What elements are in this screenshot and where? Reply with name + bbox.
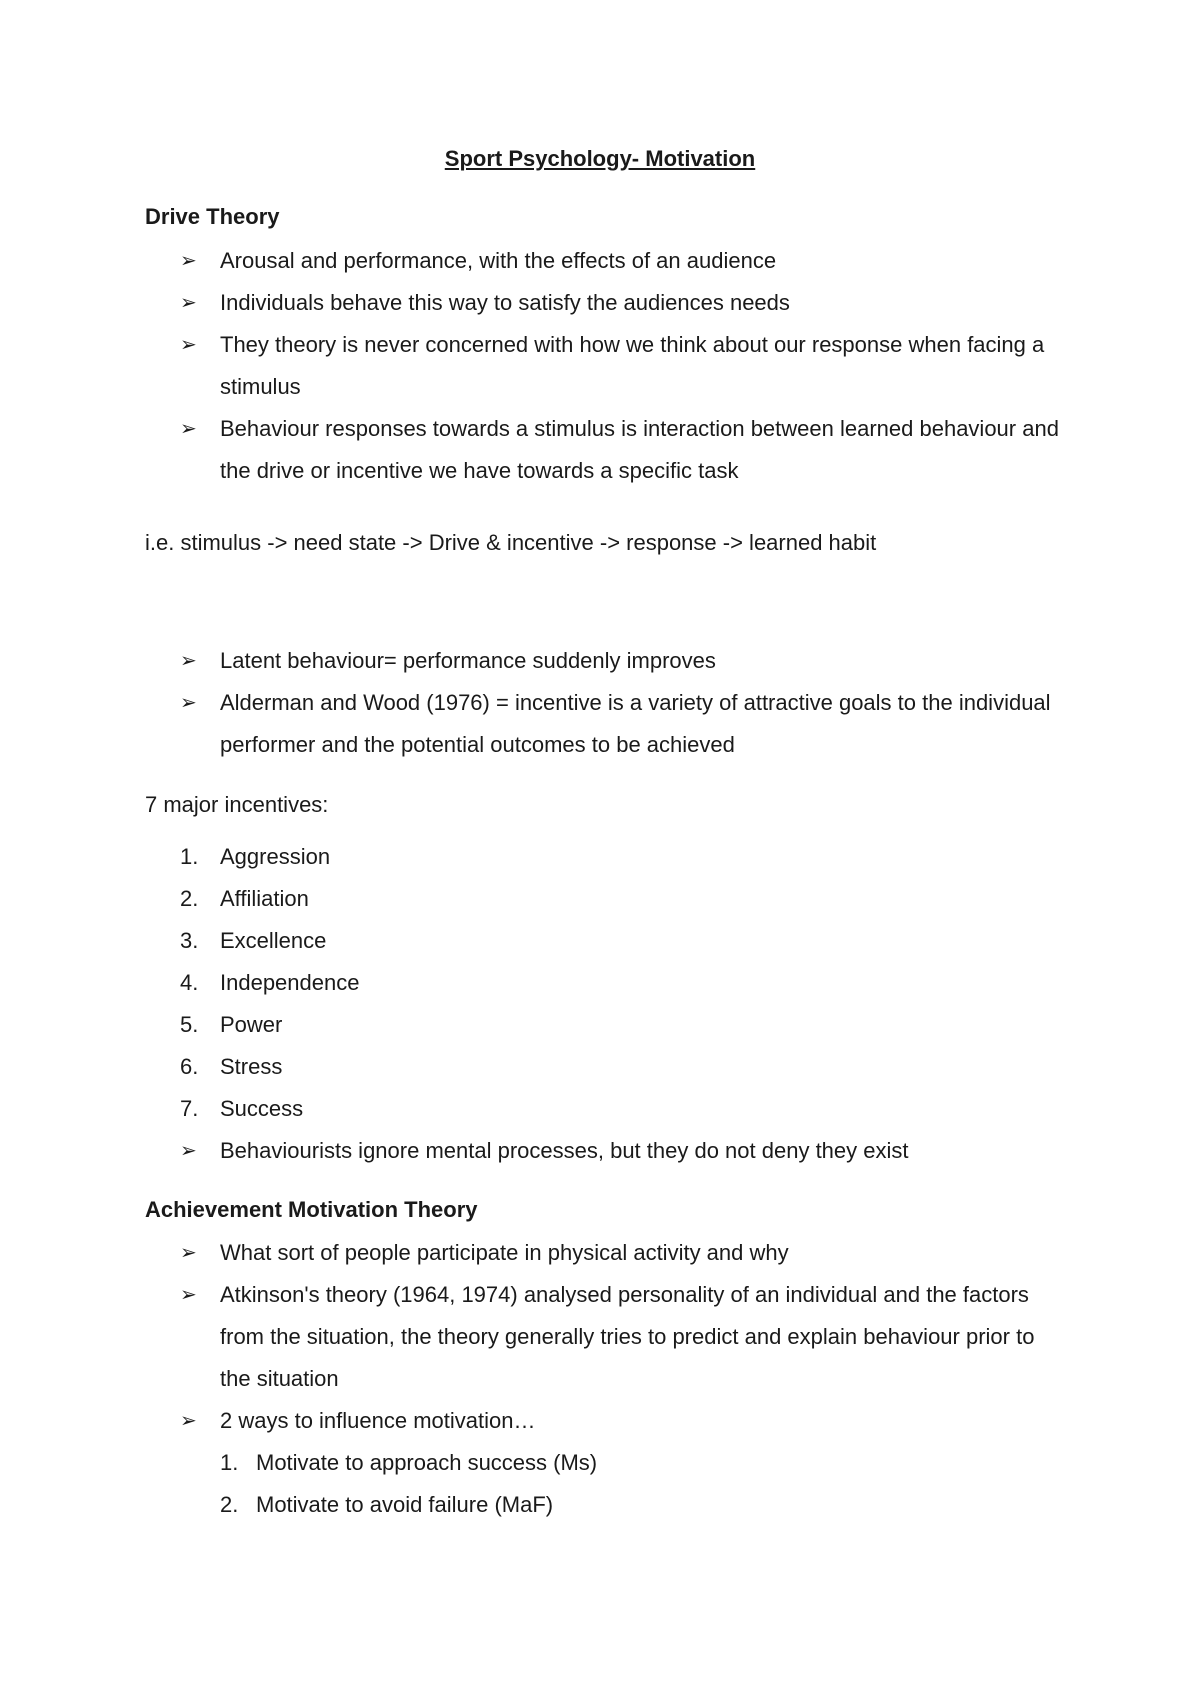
incentive-label: Independence: [220, 970, 360, 995]
list-item: [180, 836, 1060, 878]
list-item: [180, 1130, 1060, 1172]
page-title: Sport Psychology- Motivation: [444, 146, 756, 171]
list-item: [180, 1088, 1060, 1130]
sub-item-label: Motivate to avoid failure (MaF): [256, 1492, 554, 1517]
incentive-label: Aggression: [220, 844, 331, 869]
list-item: [180, 1232, 1060, 1274]
list-item: [180, 240, 1060, 282]
bullet-text: Alderman and Wood (1976) = incentive is a variety of attractive goals to the individual performer and the potential outcomes to be achieved: [220, 690, 1051, 757]
list-item: [180, 878, 1060, 920]
list-item: [180, 1274, 1060, 1400]
list-number: 4.: [180, 970, 199, 995]
list-item: [220, 1484, 1060, 1526]
bullet-text: Arousal and performance, with the effects of an audience: [220, 248, 777, 273]
list-number: 2.: [180, 886, 199, 911]
incentives-list: [180, 836, 1060, 1172]
list-item: [180, 682, 1060, 766]
list-number: 1.: [220, 1450, 239, 1475]
achievement-heading: Achievement Motivation Theory: [145, 1197, 478, 1222]
bullet-text: Behaviourists ignore mental processes, but they do not deny they exist: [220, 1138, 909, 1163]
sequence-line: i.e. stimulus -> need state -> Drive & incentive -> response -> learned habit: [145, 530, 877, 555]
arrow-bullet-icon: ➢: [180, 1242, 197, 1264]
list-item: [180, 962, 1060, 1004]
incentive-label: Power: [220, 1012, 283, 1037]
arrow-bullet-icon: ➢: [180, 692, 197, 714]
arrow-bullet-icon: ➢: [180, 1410, 197, 1432]
list-item: [180, 408, 1060, 492]
bullet-text: Atkinson's theory (1964, 1974) analysed personality of an individual and the factors from the situation, the theory generally tries to predict and explain behaviour prior to the situation: [220, 1282, 1035, 1391]
list-item: [180, 640, 1060, 682]
list-number: 3.: [180, 928, 199, 953]
incentive-label: Stress: [220, 1054, 283, 1079]
list-number: 6.: [180, 1054, 199, 1079]
list-item: [220, 1442, 1060, 1484]
list-number: 2.: [220, 1492, 239, 1517]
incentive-label: Excellence: [220, 928, 327, 953]
arrow-bullet-icon: ➢: [180, 250, 197, 272]
incentive-label: Success: [220, 1096, 304, 1121]
arrow-bullet-icon: ➢: [180, 292, 197, 314]
arrow-bullet-icon: ➢: [180, 1140, 197, 1162]
incentive-label: Affiliation: [220, 886, 309, 911]
bullet-text: Latent behaviour= performance suddenly improves: [220, 648, 716, 673]
list-item: [180, 324, 1060, 408]
incentives-intro: 7 major incentives:: [145, 792, 329, 817]
drive-theory-heading: Drive Theory: [145, 204, 280, 229]
drive-theory-bullets-2: [180, 640, 1060, 766]
bullet-text: 2 ways to influence motivation…: [220, 1408, 536, 1433]
arrow-bullet-icon: ➢: [180, 334, 197, 356]
list-number: 1.: [180, 844, 199, 869]
list-item: [180, 1046, 1060, 1088]
drive-theory-bullets: [180, 240, 1060, 492]
list-number: 5.: [180, 1012, 199, 1037]
list-item: [180, 920, 1060, 962]
bullet-text: Behaviour responses towards a stimulus is interaction between learned behaviour and the drive or incentive we have towards a specific task: [220, 416, 1059, 483]
arrow-bullet-icon: ➢: [180, 418, 197, 440]
motivation-sub-list: [220, 1442, 1060, 1526]
list-item: [180, 1400, 1060, 1526]
list-item: [180, 1004, 1060, 1046]
arrow-bullet-icon: ➢: [180, 1284, 197, 1306]
bullet-text: Individuals behave this way to satisfy the audiences needs: [220, 290, 790, 315]
achievement-bullets: [180, 1232, 1060, 1526]
arrow-bullet-icon: ➢: [180, 650, 197, 672]
bullet-text: What sort of people participate in physical activity and why: [220, 1240, 789, 1265]
bullet-text: They theory is never concerned with how we think about our response when facing a stimulus: [220, 332, 1045, 399]
list-item: [180, 282, 1060, 324]
list-number: 7.: [180, 1096, 199, 1121]
sub-item-label: Motivate to approach success (Ms): [256, 1450, 598, 1475]
